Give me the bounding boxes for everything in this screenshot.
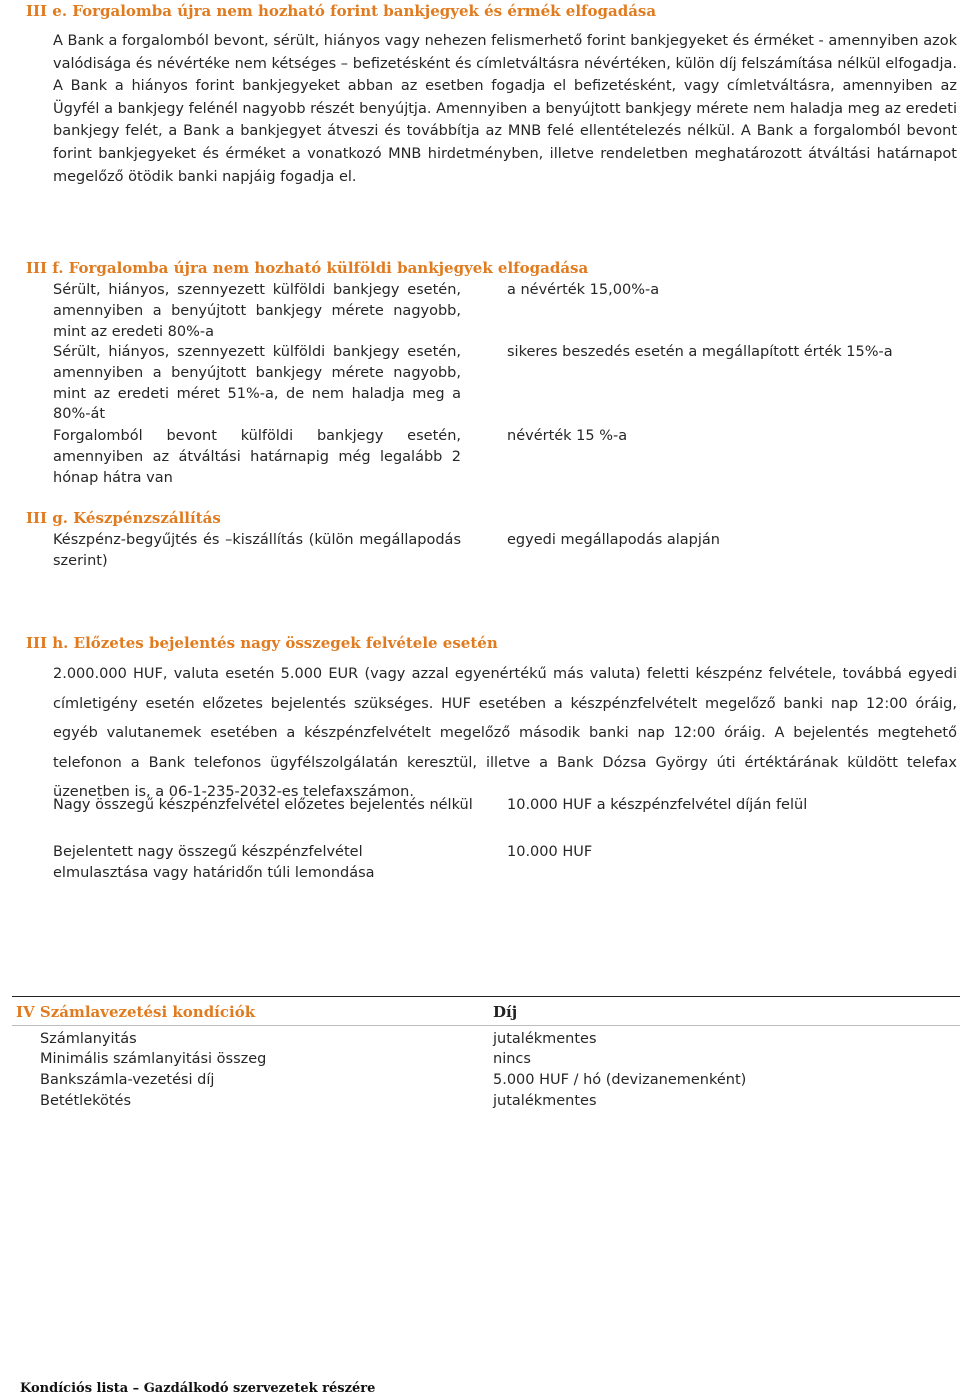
section-e-text: A Bank a forgalomból bevont, sérült, hiányos vagy nehezen felismerhető forint bankjegyeket és érméket - amennyiben azok valódisága és névértéke nem kétséges – befizetésként és címletváltásra névértéken, külön díj felszámítása nélkül elfogadja. A Bank a hiányos forint bankjegyeket abban az esetben fogadja el befizetésként, vagy címletváltásra, amennyiben az Ügyfél a bankjegy felénél nagyobb részét benyújtja. Amennyiben a benyújtott bankjegy mérete nem haladja meg az eredeti bankjegy felét, a Bank a bankjegyet átveszi és továbbítja az MNB felé ellentételezés nélkül. A Bank a forgalomból bevont forint bankjegyeket és érméket a vonatkozó MNB hirdetményben, illetve rendeletben meghatározott átváltási határnapot megelőző ötödik banki napjáig fogadja el.: [53, 33, 957, 185]
section-h-row-2-value: 10.000 HUF: [507, 844, 593, 860]
account-conditions-table: [0, 996, 960, 1116]
section-g-title: Készpénzszállítás: [73, 509, 221, 527]
table-row-4-label: Betétlekötés: [40, 1093, 132, 1109]
table-row-2-value: nincs: [493, 1051, 531, 1067]
section-h-title: Előzetes bejelentés nagy összegek felvétele esetén: [73, 634, 498, 652]
section-f-number: III f.: [26, 259, 64, 277]
fee-column-header: Díj: [493, 1003, 518, 1021]
table-row-1-value: jutalékmentes: [493, 1031, 597, 1047]
table-header-divider: [12, 1025, 960, 1026]
section-h-text: 2.000.000 HUF, valuta esetén 5.000 EUR (vagy azzal egyenértékű más valuta) feletti készpénz felvétele, továbbá egyedi címletigény esetén előzetes bejelentés szükséges. HUF esetében a készpénzfelvételt megelőző banki nap 12:00 óráig, egyéb valutanemek esetében a készpénzfelvételt megelőző második banki nap 12:00 óráig. A bejelentés megtehető telefonon a Bank telefonos ügyfélszolgálatán keresztül, illetve a Bank Dózsa György úti értéktárának küldött telefax üzenetben is, a 06-1-235-2032-es telefaxszámon.: [53, 666, 957, 800]
section-f-row-2-value: sikeres beszedés esetén a megállapított érték 15%-a: [507, 344, 893, 360]
table-row-2-label: Minimális számlanyitási összeg: [40, 1051, 267, 1067]
section-f-row-2-label: Sérült, hiányos, szennyezett külföldi bankjegy esetén, amennyiben a benyújtott bankjegy mérete nagyobb, mint az eredeti méret 51%-a, de nem haladja meg a 80%-át: [53, 344, 461, 423]
section-e-title: Forgalomba újra nem hozható forint bankjegyek és érmék elfogadása: [72, 2, 657, 20]
table-row-1-label: Számlanyitás: [40, 1031, 137, 1047]
section-f-row-3-label: Forgalomból bevont külföldi bankjegy esetén, amennyiben az átváltási határnapig még legalább 2 hónap hátra van: [53, 428, 461, 486]
section-e-number: III e.: [26, 2, 68, 20]
section-e-paragraph: [53, 30, 957, 188]
section-g-row-1-label: Készpénz-begyűjtés és –kiszállítás (külön megállapodás szerint): [53, 532, 461, 569]
section-h-row-2-label: Bejelentett nagy összegű készpénzfelvétel elmulasztása vagy határidőn túli lemondása: [53, 844, 375, 881]
table-row-3-label: Bankszámla-vezetési díj: [40, 1072, 215, 1088]
section-iv-title: IV Számlavezetési kondíciók: [16, 1003, 256, 1021]
section-h-heading: [26, 634, 498, 652]
section-f-row-1-label: Sérült, hiányos, szennyezett külföldi bankjegy esetén, amennyiben a benyújtott bankjegy mérete nagyobb, mint az eredeti 80%-a: [53, 282, 461, 340]
page-footer: Kondíciós lista – Gazdálkodó szervezetek részére: [20, 1381, 376, 1396]
section-h-row-1-value: 10.000 HUF a készpénzfelvétel díján felül: [507, 797, 808, 813]
section-h-row-1-label: Nagy összegű készpénzfelvétel előzetes bejelentés nélkül: [53, 797, 473, 813]
section-g-row-1-value: egyedi megállapodás alapján: [507, 532, 720, 548]
table-top-border: [12, 996, 960, 997]
section-h-paragraph: [53, 660, 957, 808]
section-g-heading: [26, 509, 221, 527]
section-f-title: Forgalomba újra nem hozható külföldi bankjegyek elfogadása: [68, 259, 589, 277]
section-f-row-1-value: a névérték 15,00%-a: [507, 282, 660, 298]
section-e-heading: [26, 2, 656, 20]
table-row-3-value: 5.000 HUF / hó (devizanemenként): [493, 1072, 747, 1088]
section-f-heading: [26, 259, 588, 277]
section-g-number: III g.: [26, 509, 68, 527]
table-row-4-value: jutalékmentes: [493, 1093, 597, 1109]
section-f-row-3-value: névérték 15 %-a: [507, 428, 628, 444]
section-h-number: III h.: [26, 634, 69, 652]
